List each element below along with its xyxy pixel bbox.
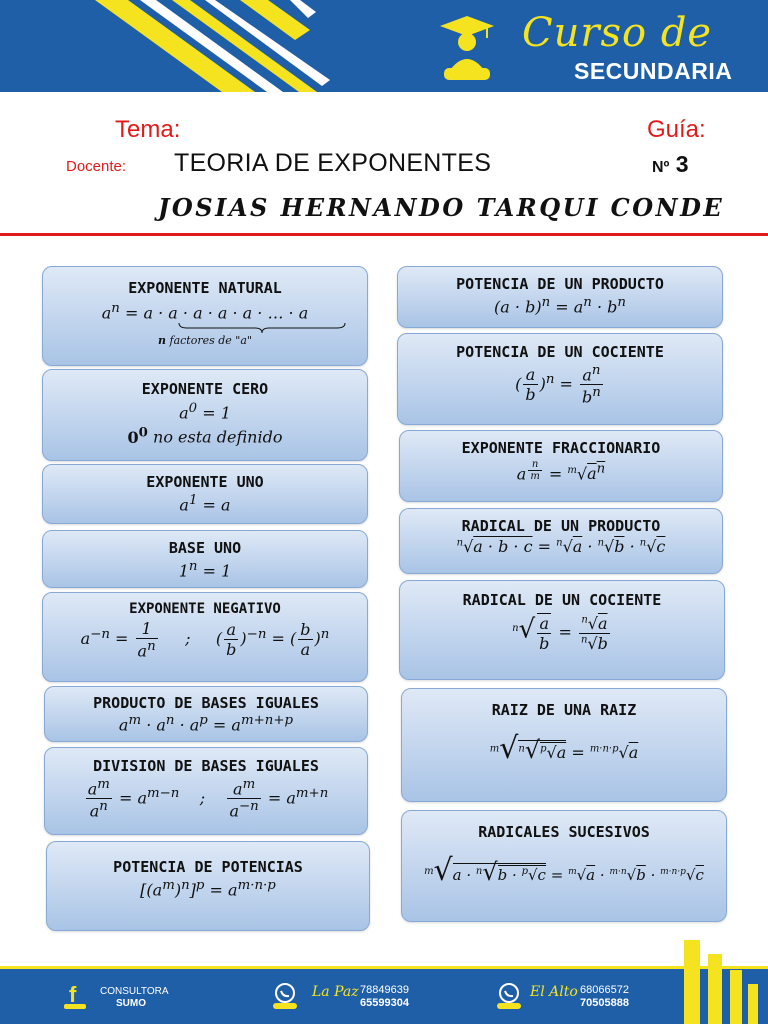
card-base-uno [42,530,368,588]
card-title: EXPONENTE NATURAL [128,279,282,297]
formula: $a^0 = 1$ [179,401,231,423]
formula-note: $0^0$ no esta definido [127,424,283,447]
teacher-name: JOSIAS HERNANDO TARQUI CONDE [158,193,725,222]
formula: $a^n = a \cdot a \cdot a \cdot a \cdot a$ · … · a [101,301,309,323]
tema-label: Tema: [115,116,181,143]
formula: $(a \cdot b)^n = a^n \cdot b^n$ [494,295,626,317]
card-radicales-sucesivos [401,810,727,922]
formula: $a^{-n}$ = $\frac{1}{a^n}$ ; ( $\frac{a}{b}$ )$^{-n}$ = ( $\frac{b}{a}$ )$^n$ [80,619,330,661]
card-exponente-cero [42,369,368,461]
card-title: RAIZ DE UNA RAIZ [491,701,637,719]
card-potencia-de-un-producto [397,266,723,328]
footer-consultora: CONSULTORA [100,986,169,997]
footer-signature-el-alto: El Alto [530,984,578,1000]
footer-yellow-bars [680,940,760,1024]
card-title: EXPONENTE FRACCIONARIO [461,439,661,457]
formula: $a^1 = a$ [179,493,231,515]
card-title: DIVISION DE BASES IGUALES [93,757,319,775]
formula: $^n$√ $\frac{a}{b}$ = $\frac{^n√a}{^n√b}$ [512,613,608,653]
card-title: RADICALES SUCESIVOS [478,823,650,841]
whatsapp-icon-2[interactable] [494,982,524,1014]
card-title: RADICAL DE UN COCIENTE [462,591,662,609]
card-title: RADICAL DE UN PRODUCTO [461,517,661,535]
card-exponente-natural [42,266,368,366]
footer-sumo: SUMO [116,998,146,1009]
whatsapp-icon[interactable] [270,982,300,1014]
card-title: EXPONENTE UNO [146,473,264,491]
formula: ( $\frac{a}{b}$ )$^n$ = $\frac{a^n}{b^n}$ [515,363,601,407]
card-title: POTENCIA DE POTENCIAS [113,858,303,876]
formula: $^m$√$^n$√$^p$√a = $^{m\cdot n\cdot p}$√a [489,731,639,766]
header-divider [0,233,768,236]
formula: $[(a^m)^n]^p = a^{m\cdot n\cdot p}$ [140,878,276,900]
card-title: PRODUCTO DE BASES IGUALES [93,694,319,712]
footer-signature-la-paz: La Paz [312,984,359,1000]
facebook-icon[interactable] [62,980,88,1010]
card-title: EXPONENTE NEGATIVO [129,601,281,617]
card-producto-bases-iguales [44,686,368,742]
card-radical-de-un-cociente [399,580,725,680]
card-exponente-fraccionario [399,430,723,502]
footer-phone-2b: 70505888 [580,997,629,1009]
card-exponente-negativo [42,592,368,682]
formula: $^n$√a · b · c = $^n$√a · $^n$√b · $^n$√c [456,537,666,556]
card-potencia-de-potencias [46,841,370,931]
footer-phone-1b: 65599304 [360,997,409,1009]
card-potencia-de-un-cociente [397,333,723,425]
svg-text:f: f [69,982,77,1007]
guide-number: Nº 3 [652,151,689,177]
card-raiz-de-una-raiz [401,688,727,802]
formula: $a^m \cdot a^n \cdot a^p = a^{m+n+p}$ [118,713,294,735]
card-title: EXPONENTE CERO [141,380,269,398]
guia-label: Guía: [647,116,706,143]
card-division-bases-iguales [44,747,368,835]
graduate-logo-icon [436,12,498,84]
card-title: POTENCIA DE UN PRODUCTO [456,275,664,293]
card-title: POTENCIA DE UN COCIENTE [456,343,664,361]
formula: $\frac{a^m}{a^n}$ = $a^{m-n}$ ; $\frac{a^m}{a^{-n}}$ = $a^{m+n}$ [87,777,329,821]
card-title: BASE UNO [168,539,242,557]
underbrace [177,322,347,334]
docente-label: Docente: [66,158,127,175]
footer-phone-1a: 78849639 [360,984,409,996]
brand-name: SECUNDARIA [574,58,733,84]
topic-title: TEORIA DE EXPONENTES [174,149,492,177]
formula-note: n factores de "a" [158,334,252,348]
card-radical-de-un-producto [399,508,723,574]
brand-script: Curso de [522,10,713,56]
header-banner [0,0,768,92]
footer-phone-2a: 68066572 [580,984,629,996]
card-exponente-uno [42,464,368,524]
formula: $^m$√a · $^n$√b · $^p$√c = $^m$√a · $^{m\cdot n}$√b · $^{m\cdot n\cdot p}$√c [424,853,704,888]
formula: a $^{\frac{n}{m}}$ = $^m√a^n$ [516,459,606,484]
formula: $1^n = 1$ [178,559,232,581]
